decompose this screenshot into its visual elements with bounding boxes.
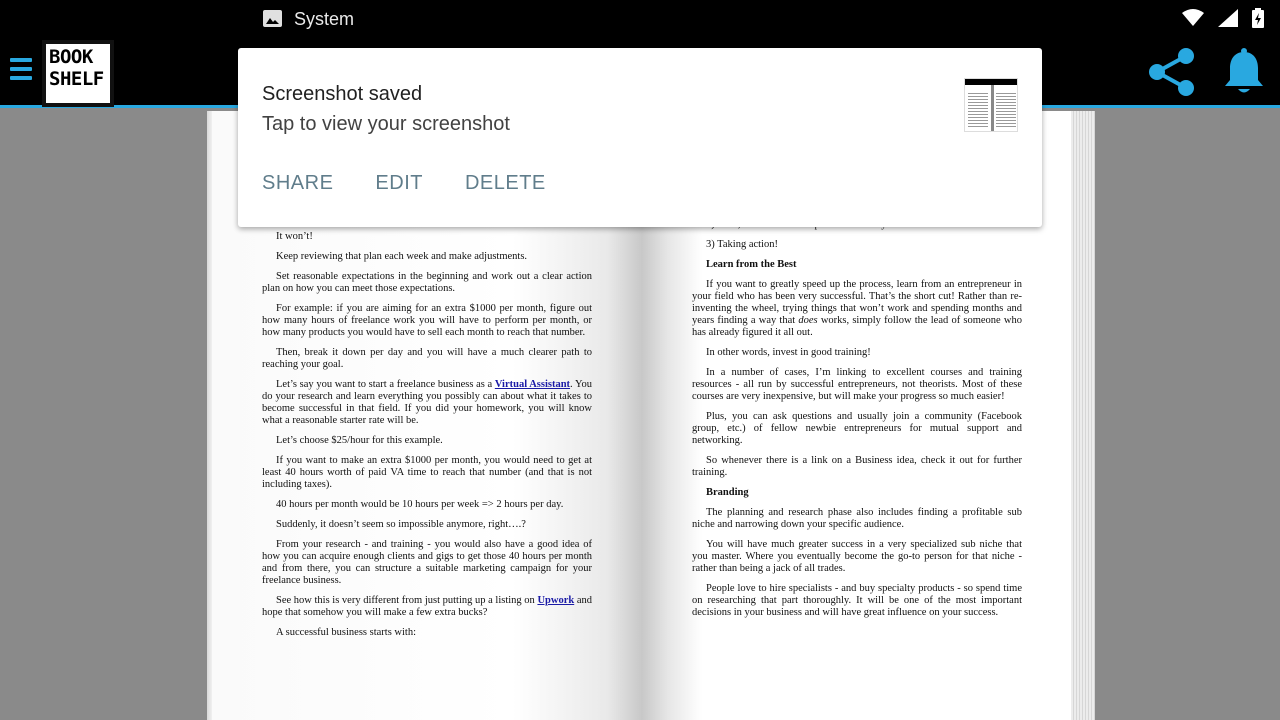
- notification-actions: [262, 172, 546, 195]
- logo-line2: SHELF: [49, 68, 104, 90]
- notification-bell-icon[interactable]: [1222, 48, 1266, 96]
- notification-app-label: System: [294, 9, 355, 29]
- paragraph: Let’s say you want to start a freelance business as a Virtual Assistant. You do your research and learn everything you possibly can about what it takes to become successful in that field. If you did your homework, you will know what a reasonable starter rate will be.: [262, 379, 592, 426]
- paragraph: Suddenly, it doesn’t seem so impossible anymore, right….?: [276, 519, 526, 530]
- paragraph: Set reasonable expectations in the beginning and work out a clear action plan on how you can meet those expectations.: [262, 271, 592, 294]
- delete-button[interactable]: DELETE: [464, 172, 546, 194]
- paragraph: If you want to make an extra $1000 per month, you would need to get at least 40 hours worth of paid VA time to reach that number (and that is not including taxes).: [262, 455, 592, 490]
- status-bar: [0, 0, 1280, 38]
- bookshelf-logo[interactable]: [42, 40, 114, 107]
- left-page-text: [262, 231, 592, 647]
- notification-subtitle: Tap to view your screenshot: [262, 113, 510, 135]
- logo-line1: BOOK: [49, 46, 93, 68]
- screenshot-notification[interactable]: [238, 48, 1042, 227]
- section-heading: Branding: [706, 487, 749, 498]
- paragraph: From your research - and training - you would also have a good idea of how you can acquire enough clients and gigs to get those 40 hours per month and from there, you can structure a suitable marketing campaign for your freelance business.: [262, 539, 592, 586]
- signal-icon: [1218, 9, 1238, 27]
- paragraph: For example: if you are aiming for an extra $1000 per month, figure out how many hours of freelance work you will have to perform per month, or how many products you would have to sell each month to reach that number.: [262, 303, 592, 338]
- paragraph: So whenever there is a link on a Business idea, check it out for further training.: [692, 455, 1022, 478]
- hamburger-menu-icon[interactable]: [10, 58, 32, 84]
- notification-title: Screenshot saved: [262, 83, 423, 105]
- paragraph: Plus, you can ask questions and usually join a community (Facebook group, etc.) of fellow newbie entrepreneurs for mutual support and networking.: [692, 411, 1022, 446]
- paragraph: See how this is very different from just putting up a listing on Upwork and hope that somehow you will make a few extra bucks?: [262, 595, 592, 618]
- book-edge-right: [1071, 111, 1095, 720]
- paragraph: Let’s choose $25/hour for this example.: [276, 435, 443, 446]
- upwork-link[interactable]: Upwork: [537, 595, 575, 606]
- paragraph: Keep reviewing that plan each week and make adjustments.: [276, 251, 528, 262]
- paragraph: You will have much greater success in a very specialized sub niche that you master. Where you eventually become the go-to person for that niche - rather than being a jack of all trades.: [692, 539, 1022, 574]
- edit-button[interactable]: EDIT: [375, 172, 423, 194]
- paragraph: 3) Taking action!: [706, 239, 778, 250]
- paragraph: A successful business starts with:: [276, 627, 416, 638]
- paragraph: In other words, invest in good training!: [706, 347, 871, 358]
- paragraph: If you want to greatly speed up the process, learn from an entrepreneur in your field who has been very successful. That’s the short cut! Rather than re-inventing the wheel, trying things that won’t work and spending months and years finding a way that does works, simply follow the lead of someone who has already figured it all out.: [692, 279, 1022, 338]
- virtual-assistant-link[interactable]: Virtual Assistant: [494, 379, 571, 390]
- share-button[interactable]: SHARE: [262, 172, 334, 194]
- wifi-icon: [1182, 9, 1204, 27]
- paragraph: In a number of cases, I’m linking to excellent courses and training resources - all run by successful entrepreneurs, not theorists. Most of these courses are very inexpensive, but will make your progress so much easier!: [692, 367, 1022, 402]
- section-heading: Learn from the Best: [706, 259, 797, 270]
- share-icon[interactable]: [1146, 46, 1198, 98]
- paragraph: The planning and research phase also includes finding a profitable sub niche and narrowing down your specific audience.: [692, 507, 1022, 530]
- screenshot-thumbnail[interactable]: [964, 78, 1018, 132]
- battery-charging-icon: [1252, 8, 1264, 28]
- paragraph: Then, break it down per day and you will have a much clearer path to reaching your goal.: [262, 347, 592, 370]
- image-icon: [263, 10, 282, 27]
- paragraph: 40 hours per month would be 10 hours per week => 2 hours per day.: [276, 499, 564, 510]
- right-page-text: [692, 219, 1022, 627]
- paragraph: It won’t!: [276, 231, 313, 242]
- paragraph: People love to hire specialists - and buy specialty products - so spend time on researching that part thoroughly. It will be one of the most important decisions in your business and will have great influence on your success.: [692, 583, 1022, 618]
